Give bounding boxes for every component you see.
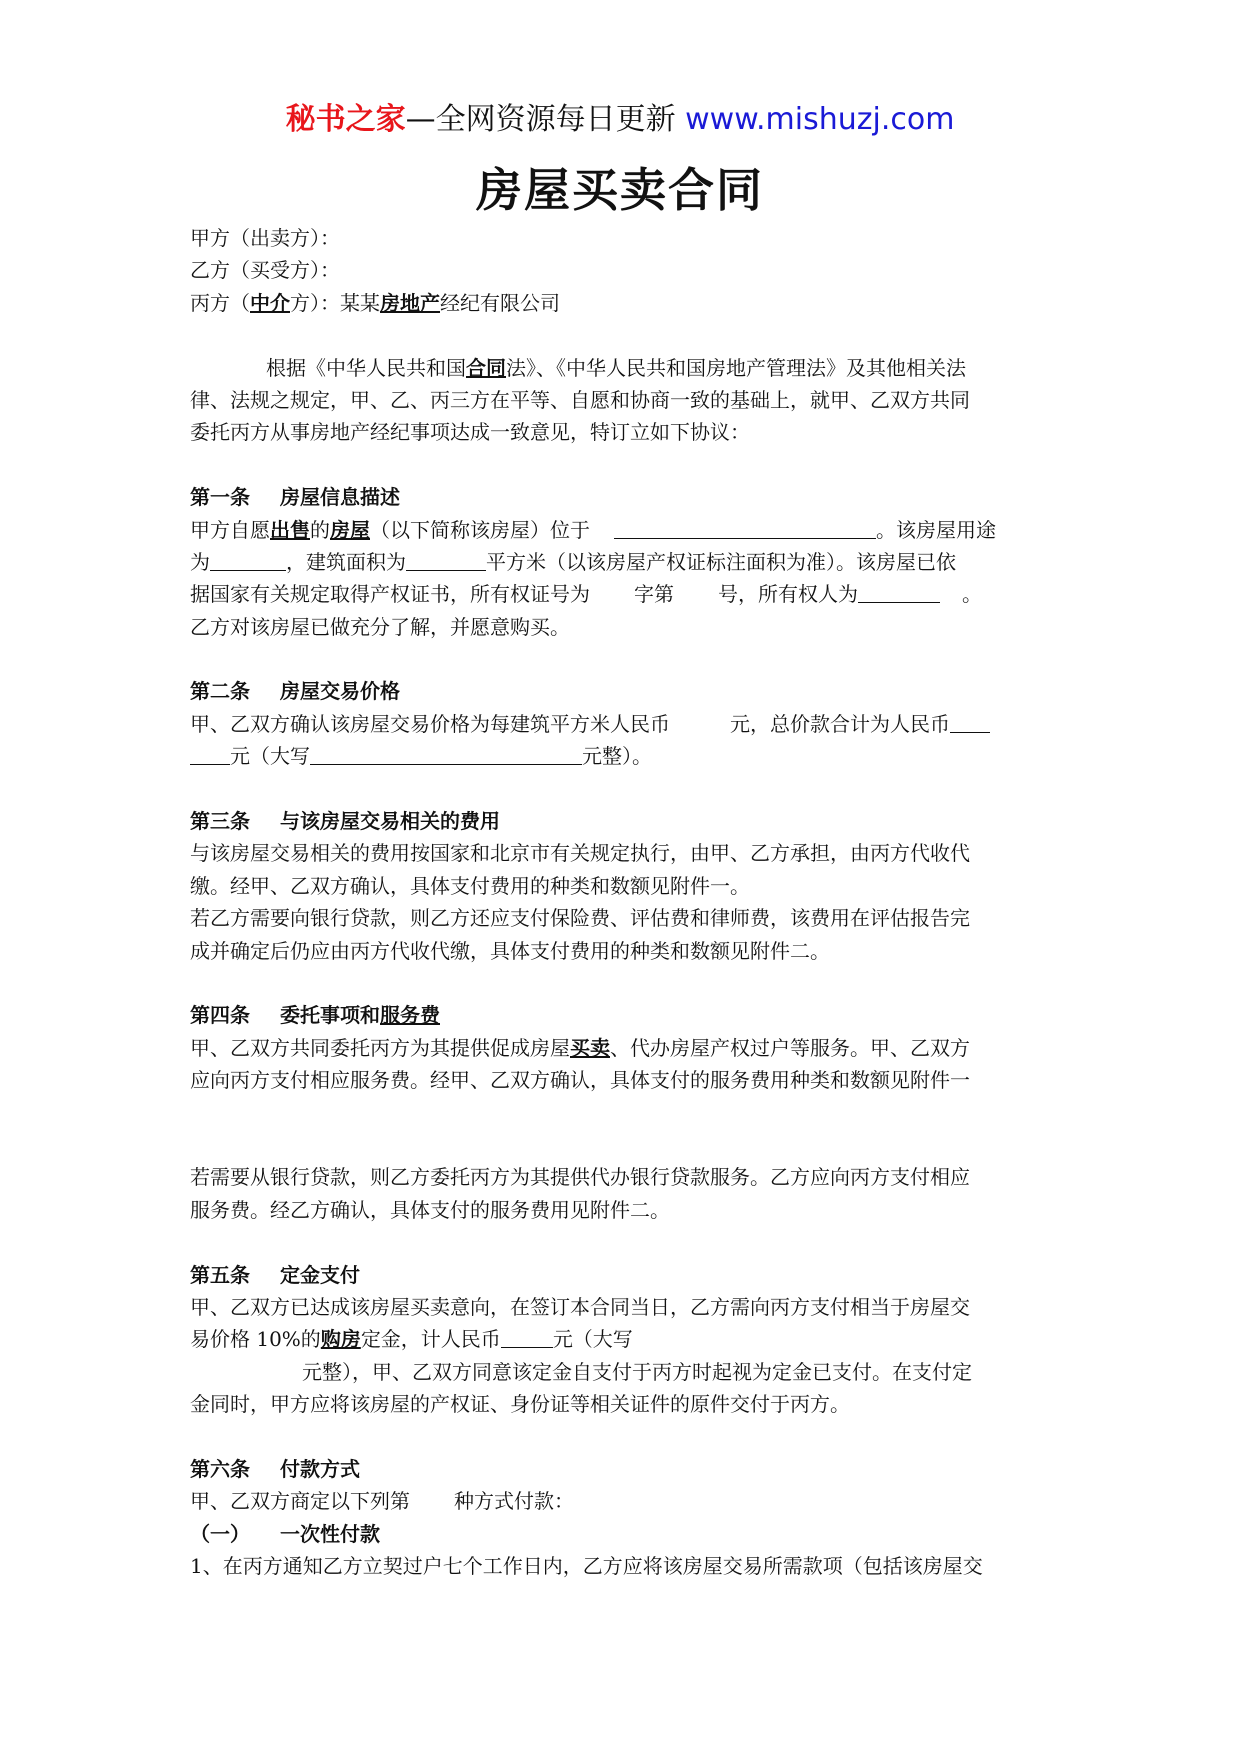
party-c-mid: 方）：某某	[290, 290, 380, 315]
preamble-keyword: 合同	[466, 355, 506, 380]
text: 号，所有权人为	[718, 582, 858, 607]
text: 种方式付款：	[454, 1489, 574, 1514]
article-3-line-3: 若乙方需要向银行贷款，则乙方还应支付保险费、评估费和律师费，该费用在评估报告完	[190, 906, 970, 931]
text: 平方米（以该房屋产权证标注面积为准）。该房屋已依	[486, 549, 956, 574]
article-2-heading	[190, 675, 1060, 707]
party-c-prefix: 丙方（	[190, 290, 250, 315]
article-6-subheading	[190, 1518, 1060, 1550]
text: （以下简称该房屋）位于	[370, 517, 590, 542]
preamble-text-2: 法》、《中华人民共和国房地产管理法》及其他相关法	[506, 355, 966, 380]
article-number: 第二条	[190, 679, 250, 704]
article-6-line-2: 1、在丙方通知乙方立契过户七个工作日内，乙方应将该房屋交易所需款项（包括该房屋交	[190, 1554, 983, 1579]
article-3-heading	[190, 805, 1060, 837]
article-2-line-2	[190, 740, 1060, 772]
preamble-line-3: 委托丙方从事房地产经纪事项达成一致意见，特订立如下协议：	[190, 420, 750, 445]
text: 。	[962, 582, 982, 607]
preamble-text: 根据《中华人民共和国	[266, 355, 466, 380]
article-5-line-1: 甲、乙双方已达成该房屋买卖意向，在签订本合同当日，乙方需向丙方支付相当于房屋交	[190, 1294, 970, 1319]
article-3-line-4: 成并确定后仍应由丙方代收代缴，具体支付费用的种类和数额见附件二。	[190, 938, 830, 963]
text: ，建筑面积为	[286, 549, 406, 574]
article-number: 第三条	[190, 809, 250, 834]
party-c-suffix: 经纪有限公司	[440, 290, 560, 315]
article-title: 委托事项和	[280, 1003, 380, 1028]
article-6-line-1	[190, 1485, 1060, 1517]
article-3-line-2: 缴。经甲、乙双方确认，具体支付费用的种类和数额见附件一。	[190, 873, 750, 898]
article-2-line-1	[190, 708, 1060, 740]
document-title: 房屋买卖合同	[476, 163, 764, 217]
article-5-line-3: 元整），甲、乙双方同意该定金自支付于丙方时起视为定金已支付。在支付定	[302, 1359, 972, 1384]
article-title-keyword: 服务费	[380, 1003, 440, 1028]
text: 的	[310, 517, 330, 542]
text: 甲、乙双方商定以下列第	[190, 1489, 410, 1514]
location-blank[interactable]	[614, 516, 876, 539]
text: 。该房屋用途	[876, 517, 996, 542]
article-4-line-3: 若需要从银行贷款，则乙方委托丙方为其提供代办银行贷款服务。乙方应向丙方支付相应	[190, 1165, 970, 1190]
article-6-heading	[190, 1453, 1060, 1485]
article-4-line-1	[190, 1032, 1060, 1064]
total-price-blank[interactable]	[950, 710, 990, 733]
article-1-line-2	[190, 546, 1060, 578]
text: 元整）。	[582, 744, 652, 769]
article-5-heading	[190, 1259, 1060, 1291]
site-header	[0, 100, 1240, 140]
article-4-line-2: 应向丙方支付相应服务费。经甲、乙双方确认，具体支付的服务费用种类和数额见附件一	[190, 1068, 970, 1093]
text: 甲方自愿	[190, 517, 270, 542]
party-c	[190, 287, 1060, 319]
usage-blank[interactable]	[210, 548, 286, 571]
text: 为	[190, 549, 210, 574]
party-c-keyword-2: 房地产	[380, 290, 440, 315]
article-1-line-4: 乙方对该房屋已做充分了解，并愿意购买。	[190, 614, 570, 639]
article-number: 第五条	[190, 1262, 250, 1287]
preamble-line-2: 律、法规之规定，甲、乙、丙三方在平等、自愿和协商一致的基础上，就甲、乙双方共同	[190, 387, 970, 412]
party-a: 甲方（出卖方）：	[190, 226, 340, 250]
party-b: 乙方（买受方）：	[190, 258, 340, 283]
keyword: 房屋	[330, 517, 370, 542]
article-1-heading	[190, 481, 1060, 513]
article-number: 第一条	[190, 485, 250, 510]
deposit-amount-blank[interactable]	[501, 1325, 553, 1348]
text: 甲、乙双方确认该房屋交易价格为每建筑平方米人民币	[190, 711, 670, 736]
text: 据国家有关规定取得产权证书，所有权证号为	[190, 582, 590, 607]
article-number: 第六条	[190, 1456, 250, 1481]
article-4-heading	[190, 999, 1060, 1031]
text: 易价格 10%的	[190, 1327, 321, 1352]
party-c-keyword: 中介	[250, 290, 290, 315]
sub-title: 一次性付款	[280, 1521, 380, 1546]
article-title: 定金支付	[280, 1262, 360, 1287]
article-title: 房屋信息描述	[280, 485, 400, 510]
preamble-line-1	[190, 352, 1060, 384]
header-slogan: —全网资源每日更新	[405, 102, 686, 137]
article-5-line-4: 金同时，甲方应将该房屋的产权证、身份证等相关证件的原件交付于丙方。	[190, 1392, 850, 1417]
article-title: 房屋交易价格	[280, 679, 400, 704]
text: 元，总价款合计为人民币	[730, 711, 950, 736]
text: 甲、乙双方共同委托丙方为其提供促成房屋	[190, 1035, 570, 1060]
article-4-line-4: 服务费。经乙方确认，具体支付的服务费用见附件二。	[190, 1197, 670, 1222]
article-title: 与该房屋交易相关的费用	[280, 809, 500, 834]
article-number: 第四条	[190, 1003, 250, 1028]
text: 字第	[634, 582, 674, 607]
text: 元（大写	[230, 744, 310, 769]
article-1-line-3	[190, 578, 1060, 610]
header-url[interactable]: www.mishuzj.com	[685, 102, 955, 137]
contract-body	[190, 222, 1060, 1582]
text: 元（大写	[552, 1327, 633, 1352]
keyword: 出售	[270, 517, 310, 542]
amount-in-words-blank[interactable]	[310, 742, 582, 765]
article-5-line-2	[190, 1323, 1060, 1355]
article-title: 付款方式	[280, 1456, 360, 1481]
text: 、代办房屋产权过户等服务。甲、乙双方	[610, 1035, 970, 1060]
owner-blank[interactable]	[858, 580, 940, 603]
keyword: 买卖	[570, 1035, 610, 1060]
article-1-line-1	[190, 514, 1060, 546]
total-price-blank-cont[interactable]	[190, 742, 230, 765]
brand-name: 秘书之家	[285, 102, 406, 137]
sub-number: （一）	[190, 1521, 250, 1546]
keyword: 购房	[320, 1327, 361, 1352]
article-3-line-1: 与该房屋交易相关的费用按国家和北京市有关规定执行，由甲、乙方承担，由丙方代收代	[190, 841, 970, 866]
area-blank[interactable]	[406, 548, 486, 571]
text: 定金，计人民币	[360, 1327, 501, 1352]
